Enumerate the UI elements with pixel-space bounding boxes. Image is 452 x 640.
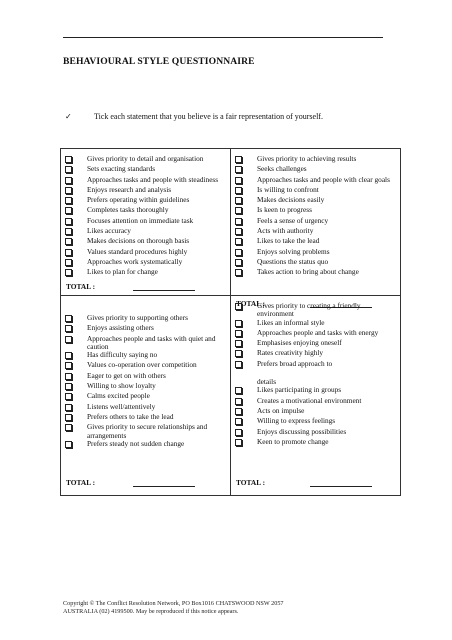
item-text: Is willing to confront [257, 184, 319, 194]
checkbox-icon[interactable] [65, 206, 87, 216]
checkbox-icon[interactable] [65, 335, 87, 352]
checkbox-icon[interactable] [235, 268, 257, 278]
checkbox-icon[interactable] [65, 440, 87, 450]
quadrant-top-right [231, 149, 401, 308]
checkbox-icon[interactable] [65, 217, 87, 227]
item-text: Acts with authority [257, 226, 314, 236]
checkbox-icon[interactable] [65, 423, 87, 440]
item-text: Approaches people and tasks with quiet and caution [87, 333, 216, 351]
item-text: Eager to get on with others [87, 370, 166, 380]
total-top-left [66, 282, 195, 291]
item-text: Gives priority to detail and organisation [87, 154, 204, 163]
total-label: TOTAL : [236, 299, 266, 308]
item-text: Approaches tasks and people with clear goals [257, 174, 390, 184]
item-text: Questions the status quo [257, 256, 329, 266]
checkbox-icon[interactable] [235, 155, 257, 165]
item-text: Prefers operating within guidelines [87, 195, 190, 205]
checkbox-icon[interactable] [235, 302, 257, 319]
item-text: Acts on impulse [257, 405, 305, 415]
item-text: Makes decisions on thorough basis [87, 236, 190, 246]
item-list-top-right [235, 155, 397, 279]
checkbox-icon[interactable] [65, 227, 87, 237]
item-text: Seeks challenges [257, 164, 307, 174]
footer-line-2: AUSTRALIA (02) 4199500. May be reproduced if this notice appears. [63, 607, 239, 615]
item-text: Listens well/attentively [87, 401, 156, 411]
checkbox-icon[interactable] [65, 392, 87, 402]
checkbox-icon[interactable] [235, 438, 257, 448]
instruction [65, 112, 323, 121]
total-label: TOTAL : [236, 478, 266, 487]
checkbox-icon[interactable] [235, 248, 257, 258]
checkbox-icon[interactable] [235, 196, 257, 206]
item-list-bottom-right-b [235, 386, 397, 448]
checkbox-icon[interactable] [65, 155, 87, 165]
item-text: Is keen to progress [257, 205, 312, 215]
checkbox-icon[interactable] [235, 349, 257, 359]
item-text: Likes to plan for change [87, 267, 158, 277]
page-title: BEHAVIOURAL STYLE QUESTIONNAIRE [63, 56, 255, 67]
item-list-bottom-left [65, 314, 227, 450]
item-text: Takes action to bring about change [257, 267, 359, 277]
checkbox-icon[interactable] [235, 386, 257, 396]
checkbox-icon[interactable] [235, 319, 257, 329]
item-text: Gives priority to supporting others [87, 313, 188, 322]
item-text: Gives priority to achieving results [257, 154, 357, 163]
item-list-bottom-right-a [235, 302, 397, 370]
item-text: Approaches work systematically [87, 256, 183, 266]
item-text: Rates creativity highly [257, 348, 324, 358]
footer-line-1: Copyright © The Conflict Resolution Network, PO Box1016 CHATSWOOD NSW 2057 [63, 600, 284, 607]
list-item [65, 335, 227, 352]
quadrant-bottom-left [61, 296, 231, 496]
checkbox-icon[interactable] [235, 165, 257, 175]
item-text: Emphasises enjoying oneself [257, 338, 342, 348]
quadrant-bottom-right [231, 296, 401, 496]
item-text: Approaches people and tasks with energy [257, 327, 379, 337]
item-text: Prefers others to take the lead [87, 411, 174, 421]
checkbox-icon[interactable] [235, 186, 257, 196]
item-text: Approaches tasks and people with steadiness [87, 174, 219, 184]
list-item [235, 360, 397, 370]
checkbox-icon[interactable] [65, 268, 87, 278]
checkbox-icon[interactable] [235, 237, 257, 247]
item-text: Feels a sense of urgency [257, 215, 329, 225]
checkbox-icon[interactable] [65, 165, 87, 175]
list-item [235, 438, 397, 448]
item-text: Values standard procedures highly [87, 246, 188, 256]
checkbox-icon[interactable] [65, 361, 87, 371]
checkbox-icon[interactable] [235, 428, 257, 438]
checkbox-icon[interactable] [65, 237, 87, 247]
total-entry-line[interactable] [133, 283, 195, 291]
checkbox-icon[interactable] [65, 176, 87, 186]
item-text: Likes an informal style [257, 317, 325, 327]
item-text: Makes decisions easily [257, 195, 325, 205]
checkbox-icon[interactable] [65, 351, 87, 361]
list-item [65, 423, 227, 440]
checkbox-icon[interactable] [65, 372, 87, 382]
item-text: Likes to take the lead [257, 236, 320, 246]
item-text: Prefers steady not sudden change [87, 438, 185, 448]
item-text: Enjoys solving problems [257, 246, 330, 256]
checkbox-icon[interactable] [235, 397, 257, 407]
checkbox-icon[interactable] [235, 407, 257, 417]
item-text: Completes tasks thoroughly [87, 205, 169, 215]
checkbox-icon[interactable] [65, 314, 87, 324]
item-text: Enjoys assisting others [87, 323, 154, 333]
checkmark-icon: ✓ [65, 112, 72, 121]
checkbox-icon[interactable] [235, 176, 257, 186]
checkbox-icon[interactable] [65, 324, 87, 334]
total-bottom-left [66, 478, 195, 487]
checkbox-icon[interactable] [235, 258, 257, 268]
item-text: Willing to express feelings [257, 416, 336, 426]
item-text: Creates a motivational environment [257, 395, 362, 405]
list-item [65, 268, 227, 278]
item-list-top-left [65, 155, 227, 279]
item-text: Enjoys research and analysis [87, 184, 172, 194]
item-text: Keen to promote change [257, 436, 329, 446]
checkbox-icon[interactable] [65, 382, 87, 392]
checkbox-icon[interactable] [235, 417, 257, 427]
item-text: Calms excited people [87, 391, 150, 401]
copyright-footer [63, 600, 284, 615]
item-text: Willing to show loyalty [87, 381, 156, 391]
item-text: Gives priority to secure relationships and arrangements [87, 422, 208, 440]
list-item [65, 440, 227, 450]
total-entry-line[interactable] [310, 479, 372, 487]
item-text: Focuses attention on immediate task [87, 215, 194, 225]
checkbox-icon[interactable] [65, 413, 87, 423]
item-text: Likes participating in groups [257, 385, 342, 395]
instruction-text: Tick each statement that you believe is a fair representation of yourself. [94, 112, 323, 121]
total-label: TOTAL : [66, 478, 96, 487]
checkbox-icon[interactable] [65, 196, 87, 206]
checkbox-icon[interactable] [235, 227, 257, 237]
checkbox-icon[interactable] [235, 217, 257, 227]
item-text: Sets exacting standards [87, 164, 156, 174]
questionnaire-grid [60, 148, 401, 496]
checkbox-icon[interactable] [235, 206, 257, 216]
checkbox-icon[interactable] [65, 258, 87, 268]
total-bottom-right [236, 478, 372, 487]
list-item [235, 268, 397, 278]
item-text: Has difficulty saying no [87, 350, 158, 360]
item-text: Prefers broad approach to [257, 358, 333, 368]
checkbox-icon[interactable] [235, 329, 257, 339]
item-text: Likes accuracy [87, 226, 131, 236]
checkbox-icon[interactable] [65, 248, 87, 258]
item-text: Enjoys discussing possibilities [257, 426, 347, 436]
item-text: Gives priority to creating a friendly environment [257, 301, 361, 319]
checkbox-icon[interactable] [235, 360, 257, 370]
list-item [235, 302, 397, 319]
checkbox-icon[interactable] [65, 186, 87, 196]
top-rule [63, 37, 383, 38]
quadrant-top-left [61, 149, 231, 296]
total-label: TOTAL : [66, 282, 96, 291]
checkbox-icon[interactable] [235, 339, 257, 349]
item-text: Values co-operation over competition [87, 360, 197, 370]
checkbox-icon[interactable] [65, 403, 87, 413]
total-entry-line[interactable] [133, 479, 195, 487]
continuation-text: details [257, 377, 277, 387]
